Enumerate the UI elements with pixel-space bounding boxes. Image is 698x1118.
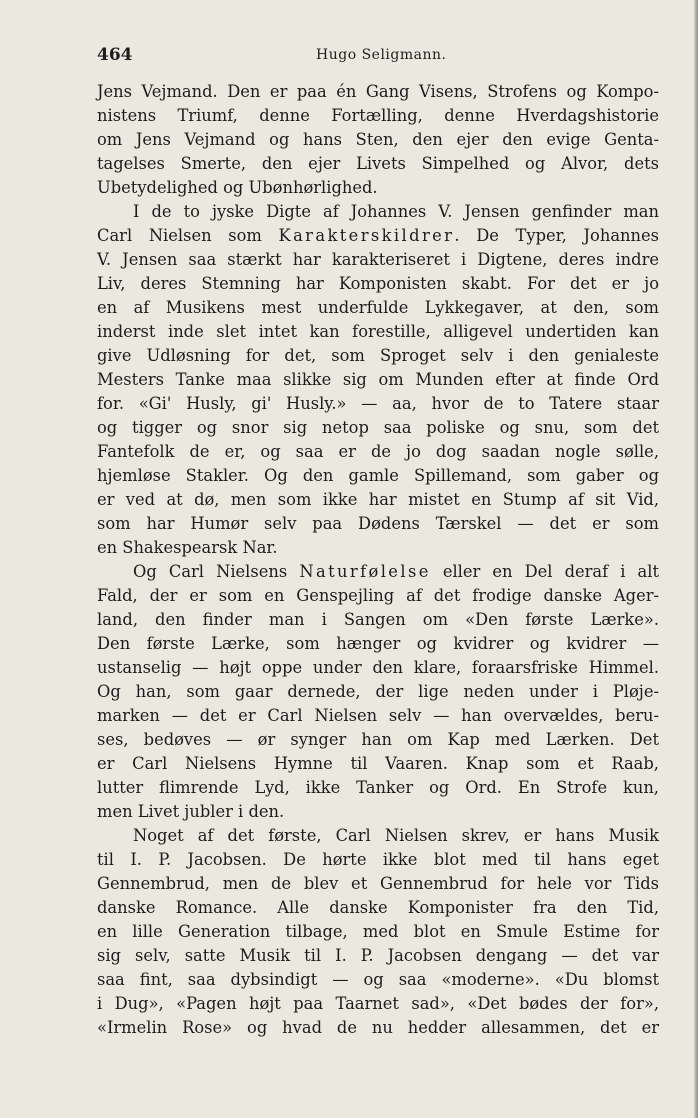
text-line: sig selv, satte Musik til I. P. Jacobsen dengang — det var xyxy=(97,946,659,965)
text-line: land, den finder man i Sangen om «Den første Lærke». xyxy=(97,610,659,629)
text-line: er Carl Nielsens Hymne til Vaaren. Knap som et Raab, xyxy=(97,754,659,773)
text-line: ustanselig — højt oppe under den klare, foraarsfriske Himmel. xyxy=(97,658,659,677)
text-line: men Livet jubler i den. xyxy=(97,802,285,821)
text-line: hjemløse Stakler. Og den gamle Spillemand, som gaber og xyxy=(97,466,659,485)
text-line: Liv, deres Stemning har Komponisten skabt. For det er jo xyxy=(97,274,659,293)
text-line: Gennembrud, men de blev et Gennembrud for hele vor Tids xyxy=(97,874,659,893)
text-line: om Jens Vejmand og hans Sten, den ejer den evige Genta- xyxy=(97,130,659,149)
page-edge-shadow xyxy=(694,0,698,1118)
text-line: inderst inde slet intet kan forestille, alligevel undertiden kan xyxy=(97,322,659,341)
text-line: danske Romance. Alle danske Komponister fra den Tid, xyxy=(97,898,659,917)
text-line xyxy=(97,560,659,584)
text-line: og tigger og snor sig netop saa poliske og snu, som det xyxy=(97,418,659,437)
text-line: er ved at dø, men som ikke har mistet en Stump af sit Vid, xyxy=(97,490,659,509)
text-line: lutter flimrende Lyd, ikke Tanker og Ord. En Strofe kun, xyxy=(97,778,659,797)
text-line: en Shakespearsk Nar. xyxy=(97,538,278,557)
emphasis-spaced: Naturfølelse xyxy=(299,562,431,581)
text-line: Jens Vejmand. Den er paa én Gang Visens, Strofens og Kompo- xyxy=(97,82,659,101)
text-line: Fald, der er som en Genspejling af det frodige danske Ager- xyxy=(97,586,659,605)
page-header xyxy=(97,45,659,65)
text-line: «Irmelin Rose» og hvad de nu hedder allesammen, det er xyxy=(97,1018,659,1037)
text-line: Mesters Tanke maa slikke sig om Munden efter at finde Ord xyxy=(97,370,659,389)
text-fragment: Carl Nielsen som xyxy=(97,226,279,245)
page-number: 464 xyxy=(97,45,133,65)
text-line: en af Musikens mest underfulde Lykkegaver, at den, som xyxy=(97,298,659,317)
text-line: V. Jensen saa stærkt har karakteriseret i Digtene, deres indre xyxy=(97,250,659,269)
running-title: Hugo Seligmann. xyxy=(316,47,447,63)
text-line: Den første Lærke, som hænger og kvidrer og kvidrer — xyxy=(97,634,659,653)
text-line: en lille Generation tilbage, med blot en Smule Estime for xyxy=(97,922,659,941)
text-line: Ubetydelighed og Ubønhørlighed. xyxy=(97,178,378,197)
body-text xyxy=(97,80,659,1040)
text-fragment: Og Carl Nielsens xyxy=(133,562,300,581)
text-line: til I. P. Jacobsen. De hørte ikke blot med til hans eget xyxy=(97,850,659,869)
text-line: for. «Gi' Husly, gi' Husly.» — aa, hvor de to Tatere staar xyxy=(97,394,659,413)
text-line: marken — det er Carl Nielsen selv — han overvældes, beru- xyxy=(97,706,659,725)
text-line: tagelses Smerte, den ejer Livets Simpelhed og Alvor, dets xyxy=(97,154,659,173)
text-line: i Dug», «Pagen højt paa Taarnet sad», «Det bødes der for», xyxy=(97,994,659,1013)
text-line: I de to jyske Digte af Johannes V. Jensen genfinder man xyxy=(133,202,659,221)
text-line: Fantefolk de er, og saa er de jo dog saadan nogle sølle, xyxy=(97,442,659,461)
text-fragment: . De Typer, Johannes xyxy=(454,226,659,245)
text-line: Og han, som gaar dernede, der lige neden under i Pløje- xyxy=(97,682,659,701)
text-line: nistens Triumf, denne Fortælling, denne Hverdagshistorie xyxy=(97,106,659,125)
emphasis-spaced: Karakterskildrer xyxy=(278,226,455,245)
text-line: Noget af det første, Carl Nielsen skrev, er hans Musik xyxy=(133,826,659,845)
text-fragment: eller en Del deraf i alt xyxy=(430,562,659,581)
text-line: give Udløsning for det, som Sproget selv i den genialeste xyxy=(97,346,659,365)
text-line: som har Humør selv paa Dødens Tærskel — det er som xyxy=(97,514,659,533)
text-line: ses, bedøves — ør synger han om Kap med Lærken. Det xyxy=(97,730,659,749)
text-line xyxy=(97,224,659,248)
text-line: saa fint, saa dybsindigt — og saa «moderne». «Du blomst xyxy=(97,970,659,989)
